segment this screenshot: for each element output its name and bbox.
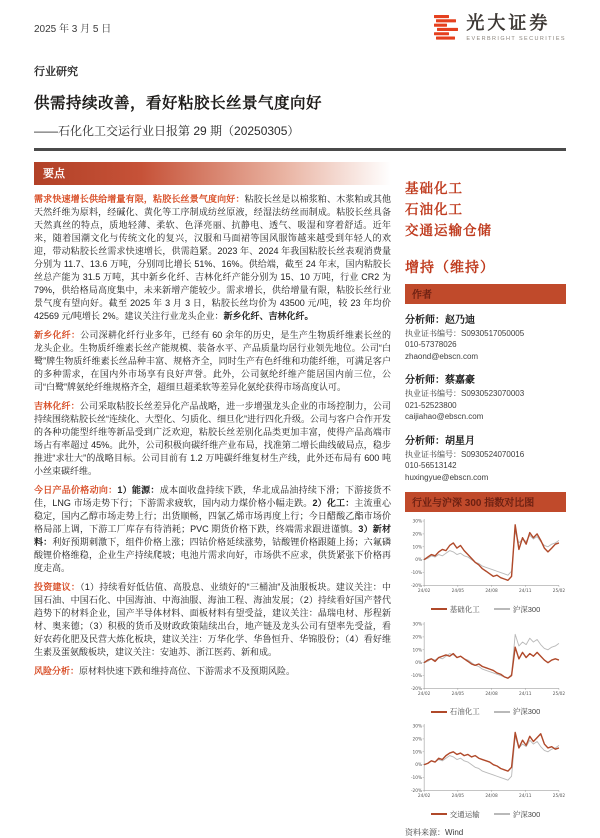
legend-line-sample	[494, 608, 510, 610]
report-subtitle: ——石化化工交运行业日报第 29 期（20250305）	[34, 124, 300, 138]
svg-text:-20%: -20%	[410, 788, 423, 794]
svg-text:24/05: 24/05	[451, 691, 465, 697]
report-header	[34, 14, 566, 49]
keypoint-paragraph-demand: 需求快速增长供给增量有限，粘胶长丝景气度向好：粘胶长丝是以棉浆粕、木浆粕或其他天然纤维为原料，经碱化、黄化等工序制成纺丝原液，经湿法纺丝而制成。粘胶长丝具备天然真丝的特点，质地轻薄、柔软、色泽亮丽、抗静电、透气、吸湿和穿着舒适。近年来，随着国潮文化与传统文化的复兴，汉服和马面裙等国风服饰越来越受到年轻人的欢迎，带动粘胶长丝需求快速增长，供需趋紧。2023 年、2024 年我国粘胶长丝表观消费量分别为 11.7、13.6 万吨，分别同比增长 51%、16%。供给端，截至 24 年末，国内粘胶长丝总产能为 31.5 万吨，其中新乡化纤、吉林化纤产能分别为 15、10 万吨，行业 CR2 为 79%，供给格局高度集中，未来新增产能较少。需求增长，供给增量有限，粘胶长丝行业景气度有望向好。截至 2025 年 3 月 3 日，粘胶长丝均价为 43500 元/吨，较 23 年均价 42569 元/吨增长 2%。建议关注行业龙头企业：新乡化纤、吉林化纤。	[34, 193, 391, 321]
legend-label: 交通运输	[449, 809, 480, 819]
svg-text:24/11: 24/11	[519, 691, 532, 697]
keypoint-paragraph-xinxiang: 新乡化纤：公司深耕化纤行业多年，已经有 60 余年的历史，是生产生物质纤维素长丝的龙头企业。生物质纤维素长丝产能规模、装备水平、产品质量均居行业领先地位。公司“白鹭”牌生物质纤维素长丝品种丰富、规格齐全，同时生产有色纤维和功能纤维，可满足客户的多种需求，在国内外市场享有良好声誉。此外，公司氨纶纤维产能居国内前三位，公司“白鹭”牌氨纶纤维规格齐全，超细旦超柔软等差异化氨纶获得市场高度认可。	[34, 329, 391, 392]
svg-text:24/08: 24/08	[485, 588, 498, 594]
svg-text:24/08: 24/08	[485, 691, 498, 697]
svg-text:-20%: -20%	[410, 686, 423, 692]
industry-chart-transport	[405, 721, 566, 820]
brand-name-en: EVERBRIGHT SECURITIES	[466, 35, 566, 42]
legend-line-sample	[431, 711, 447, 713]
svg-text:10%: 10%	[412, 647, 423, 653]
svg-text:24/11: 24/11	[519, 794, 532, 800]
analyst-name: 蔡嘉豪	[445, 375, 475, 386]
legend-label: 基础化工	[449, 604, 480, 614]
legend-item	[494, 706, 541, 717]
svg-text:-10%: -10%	[410, 776, 423, 782]
svg-text:24/02: 24/02	[417, 588, 431, 594]
analyst-block	[405, 311, 566, 363]
legend-line-sample	[431, 608, 447, 610]
keypoint-paragraph-prices: 今日产品价格动向：1）能源：成本面收盘持续下跌，华北成品油持续下滑；下游接货不佳，LNG 市场走势下行；下游需求疲软，国内动力煤价格小幅走跌。2）化工：主流重心稳定，国内乙醇市场走势上行；出货顺畅，四氯乙烯市场再度上行；今日醋酸乙酯市场价格局部上调，下游工厂库存有待消耗；PVC 期货价格下跌，终端需求跟进谨慎。3）新材料：利好预期刺激下，组件价格上涨；四钴价格延续涨势，钴酸锂价格跟随上扬；六氟磷酸锂价格维稳，企业生产持续爬坡；电池片需求向好，市场供不应求，供货紧张下价格再度走高。	[34, 484, 391, 573]
brand-name-cn: 光大证券	[466, 13, 551, 33]
legend-item	[494, 604, 541, 615]
keypoints-column	[34, 162, 391, 838]
report-category: 行业研究	[34, 66, 78, 78]
svg-text:-10%: -10%	[410, 673, 423, 679]
legend-label: 石油化工	[449, 707, 480, 717]
svg-text:20%: 20%	[412, 634, 423, 640]
legend-line-sample	[494, 813, 510, 815]
chart-section-header: 行业与沪深 300 指数对比图	[405, 492, 566, 512]
data-source-note: 资料来源：Wind	[405, 827, 464, 837]
analyst-cert: 执业证书编号：S0930523070003	[405, 389, 525, 398]
industry-basic-chemicals: 基础化工	[405, 180, 463, 196]
analyst-role: 分析师：	[405, 375, 445, 386]
svg-text:-10%: -10%	[410, 571, 423, 577]
legend-label: 沪深300	[512, 707, 541, 717]
svg-text:10%: 10%	[412, 545, 423, 551]
sidebar	[405, 162, 566, 838]
keypoints-section-header: 要点	[34, 162, 391, 185]
keypoint-paragraph-jilin: 吉林化纤：公司采取粘胶长丝差异化产品战略，进一步增强龙头企业的市场控制力，公司持续围绕粘胶长丝“连续化、大型化、匀质化、细旦化”进行四化升级。公司与客户合作开发的各种功能型纤维等新品受到广泛欢迎，粘胶长丝差别化品类更加丰富，使得产品高端市场占有率超过 45%。此外，公司积极向碳纤维产业布局，找准第二增长曲线破局点，稳步推进“求壮大”的战略目标。公司目前有 1.2 万吨碳纤维复材生产线，此外还布局有 600 吨小丝束碳纤维。	[34, 400, 391, 476]
industry-list	[405, 178, 566, 241]
industry-transport-logistics: 交通运输仓储	[405, 222, 492, 238]
svg-text:10%: 10%	[412, 750, 423, 756]
svg-text:0%: 0%	[415, 558, 423, 564]
svg-text:0%: 0%	[415, 763, 423, 769]
legend-label: 沪深300	[512, 809, 541, 819]
analyst-phone: 010-56513142	[405, 461, 457, 470]
analyst-cert: 执业证书编号：S0930517050005	[405, 328, 525, 338]
keypoint-paragraph-advice: 投资建议：（1）持续看好低估值、高股息、业绩好的“三桶油”及油服板块。建议关注：中国石油、中国石化、中国海油、中海油服、海油工程、海油发展；（2）持续看好国产替代趋势下的材料企业，国产半导体材料、面板材料有望受益，建议关注：晶瑞电材、彤程新材、奥来德；（3）积极的货币及财政政策陆续出台，地产链及龙头公司有望率先受益，看好农药化肥及民营大炼化板块，建议关注：万华化学、华鲁恒升、华锦股份；（4）看好维生素及蛋氨酸板块，建议关注：安迪苏、浙江医药、新和成。	[34, 581, 391, 657]
svg-text:-20%: -20%	[410, 583, 423, 589]
analyst-name: 胡星月	[445, 435, 475, 447]
rating-badge: 增持（维持）	[405, 258, 495, 275]
keypoint-paragraph-risk: 风险分析：原材料快速下跌和维持高位、下游需求不及预期风险。	[34, 665, 296, 676]
svg-text:0%: 0%	[415, 660, 423, 666]
analyst-role: 分析师：	[405, 314, 445, 326]
svg-text:30%: 30%	[412, 724, 423, 730]
analyst-phone: 010-57378026	[405, 340, 457, 349]
svg-text:30%: 30%	[412, 519, 423, 525]
svg-text:20%: 20%	[412, 737, 423, 743]
legend-item	[494, 809, 541, 820]
industry-chart-basic-chemicals	[405, 516, 566, 615]
legend-label: 沪深300	[512, 604, 541, 614]
legend-item	[431, 706, 480, 717]
analyst-name: 赵乃迪	[445, 314, 475, 326]
analyst-block	[405, 371, 566, 423]
svg-text:24/11: 24/11	[519, 588, 532, 594]
svg-text:24/02: 24/02	[417, 794, 431, 800]
report-date: 2025 年 3 月 5 日	[34, 24, 112, 35]
analyst-role: 分析师：	[405, 435, 445, 447]
industry-chart-petrochemicals	[405, 619, 566, 718]
svg-text:25/02: 25/02	[552, 691, 566, 697]
svg-text:24/02: 24/02	[417, 691, 431, 697]
analyst-phone: 021-52523800	[405, 400, 457, 410]
legend-line-sample	[494, 711, 510, 713]
legend-line-sample	[431, 813, 447, 815]
svg-text:30%: 30%	[412, 622, 423, 628]
legend-item	[431, 604, 480, 615]
analyst-block	[405, 432, 566, 484]
brand-logo	[433, 14, 566, 49]
analyst-email: zhaond@ebscn.com	[405, 351, 479, 361]
svg-text:25/02: 25/02	[552, 794, 566, 800]
analyst-email: caijiahao@ebscn.com	[405, 412, 484, 421]
legend-item	[431, 809, 480, 820]
svg-text:25/02: 25/02	[552, 588, 566, 594]
analyst-cert: 执业证书编号：S0930524070016	[405, 449, 525, 459]
header-divider	[34, 148, 566, 151]
industry-petrochemicals: 石油化工	[405, 201, 463, 217]
svg-text:24/08: 24/08	[485, 794, 498, 800]
report-title: 供需持续改善，看好粘胶长丝景气度向好	[34, 95, 323, 112]
svg-text:24/05: 24/05	[451, 794, 465, 800]
svg-text:20%: 20%	[412, 532, 423, 538]
analyst-email: huxingyue@ebscn.com	[405, 472, 489, 482]
everbright-logo-icon	[433, 14, 460, 49]
author-section-header: 作者	[405, 284, 566, 304]
svg-text:24/05: 24/05	[451, 588, 465, 594]
